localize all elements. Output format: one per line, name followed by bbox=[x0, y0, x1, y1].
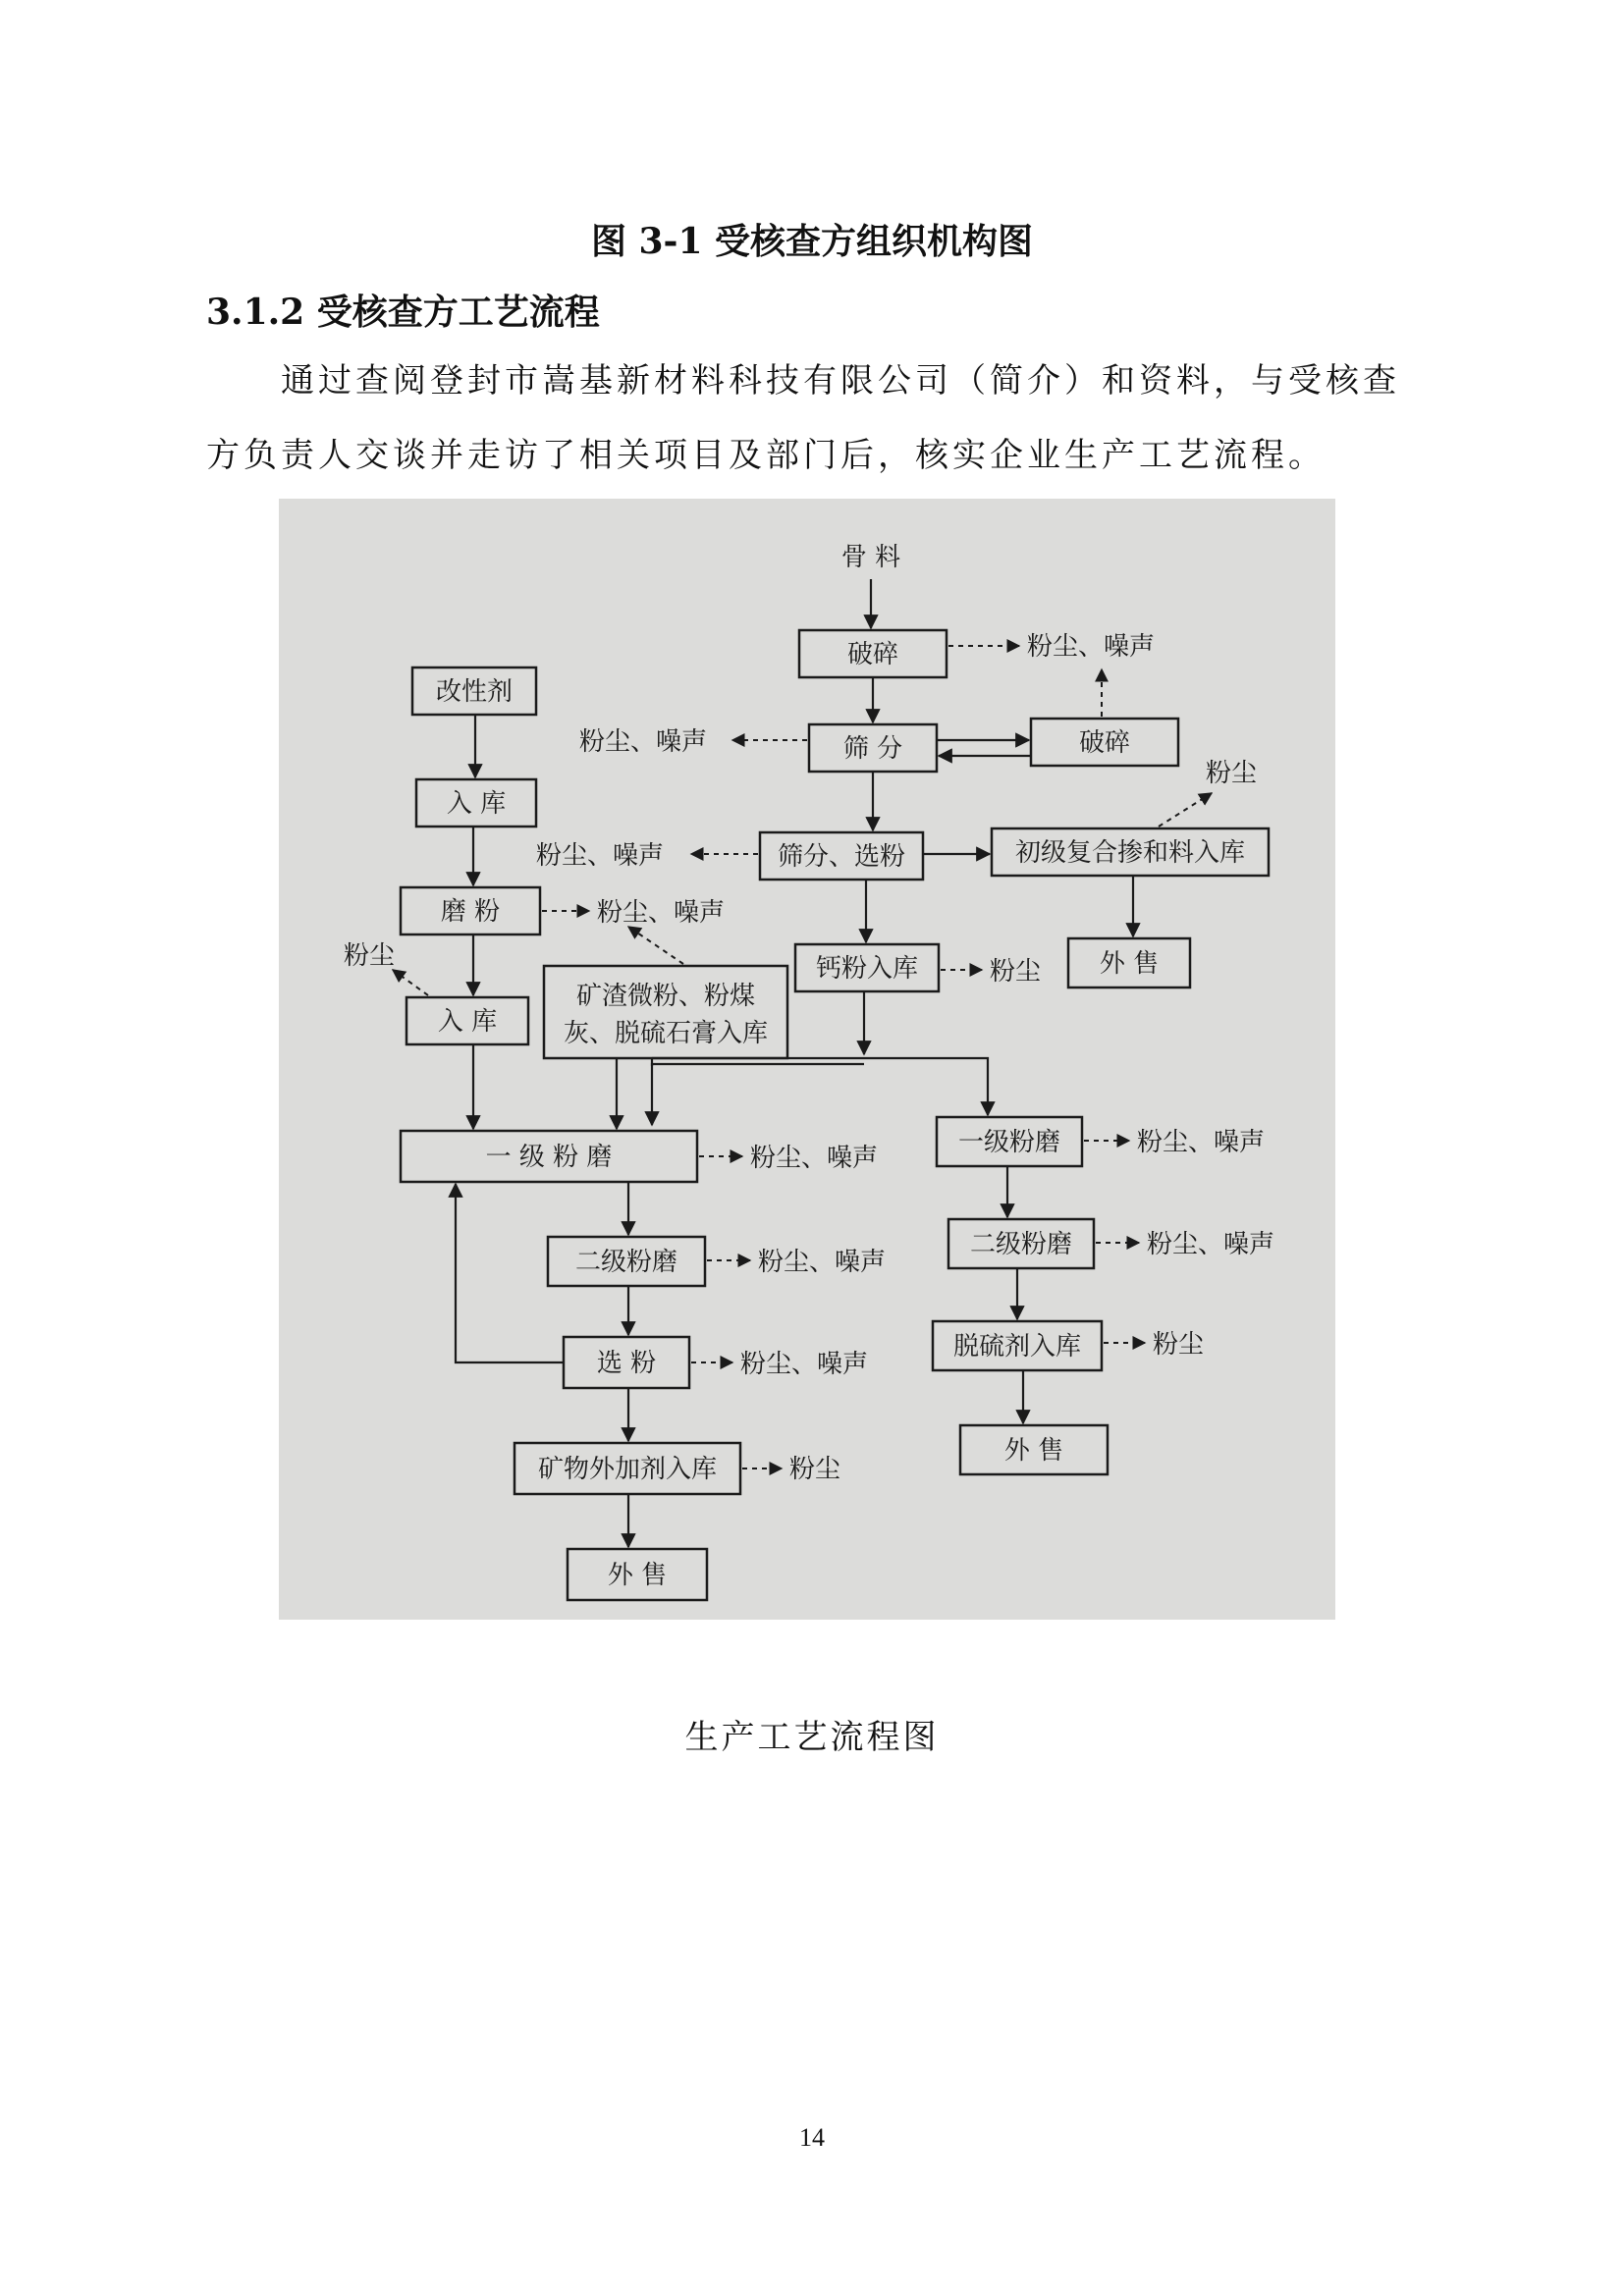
page-number: 14 bbox=[799, 2123, 825, 2152]
emission-select-powder: 粉尘、噪声 bbox=[740, 1350, 869, 1379]
grind1-left-label: 一 级 粉 磨 bbox=[485, 1143, 613, 1172]
desulfurizer-store-label: 脱硫剂入库 bbox=[952, 1332, 1082, 1362]
emission-mineral-admixture: 粉尘 bbox=[789, 1455, 841, 1484]
store-after-grind-label: 入 库 bbox=[437, 1007, 498, 1037]
aggregate-input-label: 骨 料 bbox=[840, 543, 901, 572]
section-heading: 3.1.2 受核查方工艺流程 bbox=[206, 292, 600, 333]
grind1-right-label: 一级粉磨 bbox=[957, 1128, 1061, 1157]
body-paragraph: 通过查阅登封市嵩基新材料科技有限公司（简介）和资料，与受核查方负责人交谈并走访了相关项目及部门后，核实企业生产工艺流程。 bbox=[206, 361, 1400, 475]
sale-left-label: 外 售 bbox=[607, 1561, 668, 1590]
emission-grind1-left: 粉尘、噪声 bbox=[750, 1144, 879, 1173]
slag-store-label-line1: 矿渣微粉、粉煤 bbox=[575, 982, 756, 1011]
emission-calcium-store: 粉尘 bbox=[990, 957, 1042, 987]
select-powder-label: 选 粉 bbox=[596, 1349, 657, 1378]
mineral-admixture-label: 矿物外加剂入库 bbox=[537, 1455, 718, 1484]
grind2-left-label: 二级粉磨 bbox=[574, 1248, 678, 1277]
emission-store: 粉尘 bbox=[344, 941, 396, 971]
modifier-label: 改性剂 bbox=[435, 677, 514, 707]
emission-screen1: 粉尘、噪声 bbox=[579, 727, 708, 757]
figure-caption-org-chart: 图 3-1 受核查方组织机构图 bbox=[590, 221, 1034, 262]
emission-grind1-right: 粉尘、噪声 bbox=[1137, 1128, 1266, 1157]
crush1-label: 破碎 bbox=[846, 640, 899, 669]
emission-grind2-left: 粉尘、噪声 bbox=[758, 1248, 887, 1277]
slag-store-label-line2: 灰、脱硫石膏入库 bbox=[563, 1019, 769, 1048]
process-flow-photo bbox=[279, 499, 1335, 1620]
figure-caption-process-flow: 生产工艺流程图 bbox=[684, 1718, 940, 1757]
emission-primary-composite: 粉尘 bbox=[1206, 759, 1258, 788]
emission-desulfurizer: 粉尘 bbox=[1153, 1330, 1205, 1360]
grind-modifier-label: 磨 粉 bbox=[440, 897, 501, 927]
grind2-right-label: 二级粉磨 bbox=[969, 1230, 1073, 1259]
crush2-label: 破碎 bbox=[1078, 728, 1131, 758]
calcium-store-label: 钙粉入库 bbox=[815, 954, 919, 984]
emission-grind-modifier: 粉尘、噪声 bbox=[597, 898, 726, 928]
sale-primary-label: 外 售 bbox=[1099, 949, 1160, 979]
store-modifier-label: 入 库 bbox=[446, 789, 507, 819]
primary-composite-label: 初级复合掺和料入库 bbox=[1014, 838, 1246, 868]
process-flow-diagram bbox=[279, 499, 1335, 1620]
emission-screen-select: 粉尘、噪声 bbox=[536, 841, 665, 871]
sale-right-label: 外 售 bbox=[1003, 1436, 1064, 1466]
screen-select-label: 筛分、选粉 bbox=[777, 842, 906, 872]
screen1-label: 筛 分 bbox=[842, 734, 903, 764]
emission-grind2-right: 粉尘、噪声 bbox=[1147, 1230, 1275, 1259]
emission-crush1: 粉尘、噪声 bbox=[1027, 632, 1156, 662]
